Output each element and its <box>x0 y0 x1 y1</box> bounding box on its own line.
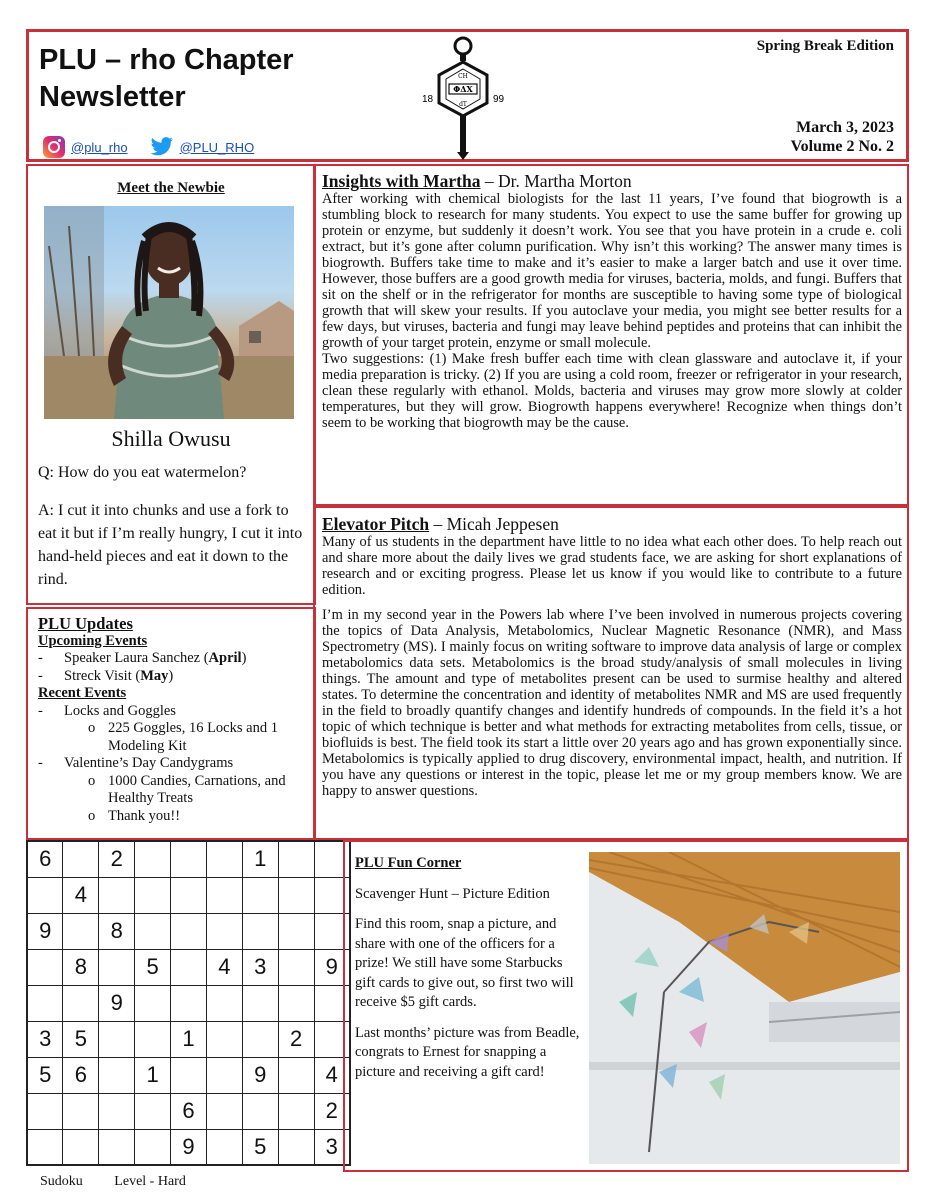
pitch-heading: Elevator Pitch – Micah Jeppesen <box>322 514 559 534</box>
sudoku-cell[interactable]: 2 <box>99 841 135 877</box>
list-item: - Locks and Goggles <box>38 702 176 719</box>
sudoku-cell[interactable] <box>171 877 207 913</box>
newbie-name: Shilla Owusu <box>111 426 231 451</box>
issue-volume: Volume 2 No. 2 <box>790 138 894 155</box>
list-subitem: o Thank you!! <box>88 807 181 824</box>
elevator-pitch-section <box>313 506 909 840</box>
sudoku-cell[interactable] <box>206 1057 242 1093</box>
sudoku-cell[interactable] <box>135 1093 171 1129</box>
svg-text:18: 18 <box>422 94 434 105</box>
sudoku-cell[interactable] <box>171 949 207 985</box>
sudoku-cell[interactable]: 9 <box>242 1057 278 1093</box>
sudoku-cell[interactable]: 5 <box>242 1129 278 1165</box>
sudoku-row <box>27 1129 350 1165</box>
newsletter-title: PLU – rho Chapter Newsletter <box>39 44 294 113</box>
newbie-photo <box>44 206 294 419</box>
sudoku-section <box>26 840 351 1189</box>
insights-with-martha-section <box>313 164 909 506</box>
sudoku-cell[interactable]: 9 <box>171 1129 207 1165</box>
twitter-link[interactable]: @PLU_RHO <box>179 139 255 155</box>
sudoku-cell[interactable] <box>135 1021 171 1057</box>
sudoku-cell[interactable]: 9 <box>314 949 350 985</box>
instagram-icon <box>43 136 65 158</box>
insights-heading: Insights with Martha – Dr. Martha Morton <box>322 171 632 191</box>
sudoku-cell[interactable]: 2 <box>278 1021 314 1057</box>
sudoku-cell[interactable] <box>242 877 278 913</box>
sudoku-cell[interactable]: 5 <box>27 1057 63 1093</box>
sudoku-cell[interactable]: 1 <box>135 1057 171 1093</box>
sudoku-cell[interactable] <box>206 877 242 913</box>
sudoku-cell[interactable] <box>206 1093 242 1129</box>
sudoku-cell[interactable]: 5 <box>63 1021 99 1057</box>
sudoku-cell[interactable] <box>242 1021 278 1057</box>
fraternity-crest-logo <box>417 36 517 166</box>
sudoku-cell[interactable]: 6 <box>63 1057 99 1093</box>
svg-text:99: 99 <box>493 94 505 105</box>
sudoku-row <box>27 985 350 1021</box>
plu-updates-section <box>26 607 316 840</box>
sudoku-cell[interactable]: 1 <box>171 1021 207 1057</box>
instagram-link[interactable]: @plu_rho <box>71 139 128 155</box>
sudoku-cell[interactable] <box>135 877 171 913</box>
sudoku-cell[interactable] <box>99 949 135 985</box>
sudoku-cell[interactable] <box>206 985 242 1021</box>
twitter-link-group <box>150 137 255 157</box>
sudoku-cell[interactable] <box>135 841 171 877</box>
sudoku-cell[interactable] <box>135 985 171 1021</box>
sudoku-cell[interactable] <box>278 949 314 985</box>
updates-content <box>38 615 312 825</box>
insights-paragraph-1: After working with chemical biologists for the last 11 years, I’ve found that biogrowth is a stumbling block to research for many students. You expect to use the same buffer for growing up protein or enzyme, but suddenly it doesn’t work. You see that you have protein in a crude e. coli extract, but it’s gone after column purification. Why isn’t this working? The answer many times is biogrowth. Buffers take time to make and it’s easier to make a larger batch and use it over time. However, those buffers are a good growth media for viruses, bacteria, molds, and fungi. Buffers that sit on the shelf or in the refrigerator for months are susceptible to having some type of biological growth that will skew your results. If you autoclave your media, you might see better results for a few days, but viruses, bacteria and fungi may leave behind peptides and proteins that can inhibit the growth of your target protein, enzyme or small molecule. <box>322 191 902 351</box>
sudoku-cell[interactable] <box>99 1057 135 1093</box>
svg-text:ΦΔΧ: ΦΔΧ <box>453 84 473 94</box>
sudoku-cell[interactable] <box>278 841 314 877</box>
newbie-heading: Meet the Newbie <box>117 180 225 196</box>
instagram-link-group <box>43 136 128 158</box>
list-subitem: o 1000 Candies, Carnations, and Healthy Treats <box>88 772 286 806</box>
sudoku-cell[interactable]: 3 <box>242 949 278 985</box>
newsletter-header <box>26 29 909 162</box>
sudoku-cell[interactable] <box>206 841 242 877</box>
sudoku-cell[interactable] <box>63 1129 99 1165</box>
sudoku-cell[interactable] <box>63 913 99 949</box>
sudoku-cell[interactable]: 6 <box>171 1093 207 1129</box>
recent-events-heading: Recent Events <box>38 685 127 701</box>
twitter-icon <box>150 137 174 157</box>
sudoku-cell[interactable]: 3 <box>314 1129 350 1165</box>
sudoku-row <box>27 1093 350 1129</box>
sudoku-cell[interactable] <box>27 1129 63 1165</box>
sudoku-cell[interactable] <box>242 985 278 1021</box>
sudoku-cell[interactable] <box>278 1093 314 1129</box>
sudoku-cell[interactable] <box>63 985 99 1021</box>
sudoku-cell[interactable] <box>99 1129 135 1165</box>
sudoku-cell[interactable]: 6 <box>27 841 63 877</box>
sudoku-cell[interactable]: 4 <box>314 1057 350 1093</box>
pitch-paragraph-2: I’m in my second year in the Powers lab where I’ve been involved in numerous projects covering the topics of Data Analysis, Metabolomics, Nuclear Magnetic Resonance (NMR), and Mass Spectrometry (MS). I mainly focus on writing software to improve data analysis of large or complex metabolomics data sets. Metabolomics is the broad study/analysis of small molecules in living things. The amount and type of metabolites present can be used to surmise healthy and altered states. To determine the concentration and identity of metabolites NMR and MS are used frequently in the field to broadly quantify changes and identify hundreds of compounds. In the field it’s a hot topic of which technique is better and what methods for extracting metabolites from cells, tissue, or biofluids is best. The field took its start a little over 20 years ago and has grown exponentially since. Metabolomics is typically applied to drug discovery, environmental impact, health, and nutrition. If you have any questions or interest in the topic, please let me or my group members know. We are happy to answer questions. <box>322 607 902 799</box>
sudoku-cell[interactable] <box>63 1093 99 1129</box>
sudoku-cell[interactable] <box>242 913 278 949</box>
newbie-answer: A: I cut it into chunks and use a fork to eat it but if I’m really hungry, I cut it into hand-held pieces and eat it down to the rind. <box>38 502 303 588</box>
sudoku-row <box>27 949 350 985</box>
sudoku-cell[interactable]: 4 <box>206 949 242 985</box>
sudoku-cell[interactable]: 3 <box>27 1021 63 1057</box>
sudoku-cell[interactable]: 9 <box>27 913 63 949</box>
sudoku-cell[interactable]: 1 <box>242 841 278 877</box>
sudoku-cell[interactable] <box>171 913 207 949</box>
newbie-question: Q: How do you eat watermelon? <box>38 464 247 481</box>
sudoku-row <box>27 1021 350 1057</box>
sudoku-cell[interactable] <box>278 985 314 1021</box>
issue-info <box>791 118 894 156</box>
list-item: - Valentine’s Day Candygrams <box>38 755 234 771</box>
sudoku-row <box>27 877 350 913</box>
sudoku-cell[interactable] <box>99 1093 135 1129</box>
sudoku-cell[interactable] <box>171 985 207 1021</box>
meet-the-newbie-section <box>26 164 316 605</box>
updates-heading: PLU Updates <box>38 614 133 633</box>
list-item: - Streck Visit (May) <box>38 667 174 684</box>
sudoku-cell[interactable]: 4 <box>63 877 99 913</box>
fun-corner-paragraph-2: Last months’ picture was from Beadle, congrats to Ernest for snapping a picture and receiving a gift card! <box>355 1024 580 1080</box>
sudoku-cell[interactable]: 8 <box>99 913 135 949</box>
fun-corner-paragraph-1: Find this room, snap a picture, and share with one of the officers for a prize! We still have some Starbucks gift cards to give out, so first two will receive $5 gift cards. <box>355 916 574 1010</box>
issue-date: March 3, 2023 <box>796 119 894 136</box>
sudoku-cell[interactable] <box>27 985 63 1021</box>
list-item: - Speaker Laura Sanchez (April) <box>38 650 247 666</box>
sudoku-cell[interactable]: 8 <box>63 949 99 985</box>
scavenger-hunt-photo <box>589 852 900 1164</box>
svg-text:dT: dT <box>459 101 467 108</box>
sudoku-row <box>27 1057 350 1093</box>
sudoku-caption: Sudoku Level - Hard <box>40 1174 186 1189</box>
sudoku-cell[interactable] <box>278 913 314 949</box>
social-links <box>43 136 254 158</box>
sudoku-row <box>27 913 350 949</box>
sudoku-cell[interactable] <box>206 1129 242 1165</box>
sudoku-cell[interactable]: 9 <box>99 985 135 1021</box>
sudoku-cell[interactable] <box>278 877 314 913</box>
list-subitem: o 225 Goggles, 16 Locks and 1 Modeling Kit <box>88 720 278 754</box>
sudoku-cell[interactable] <box>99 877 135 913</box>
sudoku-cell[interactable] <box>278 1057 314 1093</box>
sudoku-cell[interactable] <box>63 841 99 877</box>
sudoku-row <box>27 841 350 877</box>
sudoku-cell[interactable] <box>206 913 242 949</box>
fun-corner-heading: PLU Fun Corner <box>355 855 462 871</box>
sudoku-cell[interactable] <box>171 841 207 877</box>
sudoku-cell[interactable] <box>171 1057 207 1093</box>
sudoku-cell[interactable] <box>135 913 171 949</box>
fun-corner-section <box>343 840 909 1172</box>
sudoku-cell[interactable]: 5 <box>135 949 171 985</box>
sudoku-cell[interactable] <box>27 877 63 913</box>
sudoku-cell[interactable] <box>27 949 63 985</box>
upcoming-events-heading: Upcoming Events <box>38 632 148 649</box>
insights-paragraph-2: Two suggestions: (1) Make fresh buffer each time with clean glassware and autoclave it, if your media preparation is tricky. (2) If you are using a cold room, freezer or refrigerator in your research, clean these regularly with ethanol. Molds, bacteria and viruses may grow more slowly at colder temperatures, but they will grow. Biogrowth happens everywhere! Recognize when things don’t seem to be working that biogrowth may be the cause. <box>322 351 902 431</box>
svg-text:CH: CH <box>458 73 468 80</box>
sudoku-cell[interactable]: 2 <box>314 1093 350 1129</box>
edition-label: Spring Break Edition <box>756 38 894 54</box>
sudoku-cell[interactable] <box>278 1129 314 1165</box>
sudoku-cell[interactable] <box>27 1093 63 1129</box>
pitch-paragraph-1: Many of us students in the department have little to no idea what each other does. To help reach out and share more about the daily lives we grad students face, we are asking for short explanations of research and or exciting progress. Please let us know if you would like to contribute to a future edition. <box>322 534 902 598</box>
fun-corner-subtitle: Scavenger Hunt – Picture Edition <box>355 885 550 902</box>
sudoku-grid <box>26 840 351 1166</box>
sudoku-cell[interactable] <box>135 1129 171 1165</box>
sudoku-cell[interactable] <box>242 1093 278 1129</box>
sudoku-cell[interactable] <box>206 1021 242 1057</box>
sudoku-cell[interactable] <box>99 1021 135 1057</box>
